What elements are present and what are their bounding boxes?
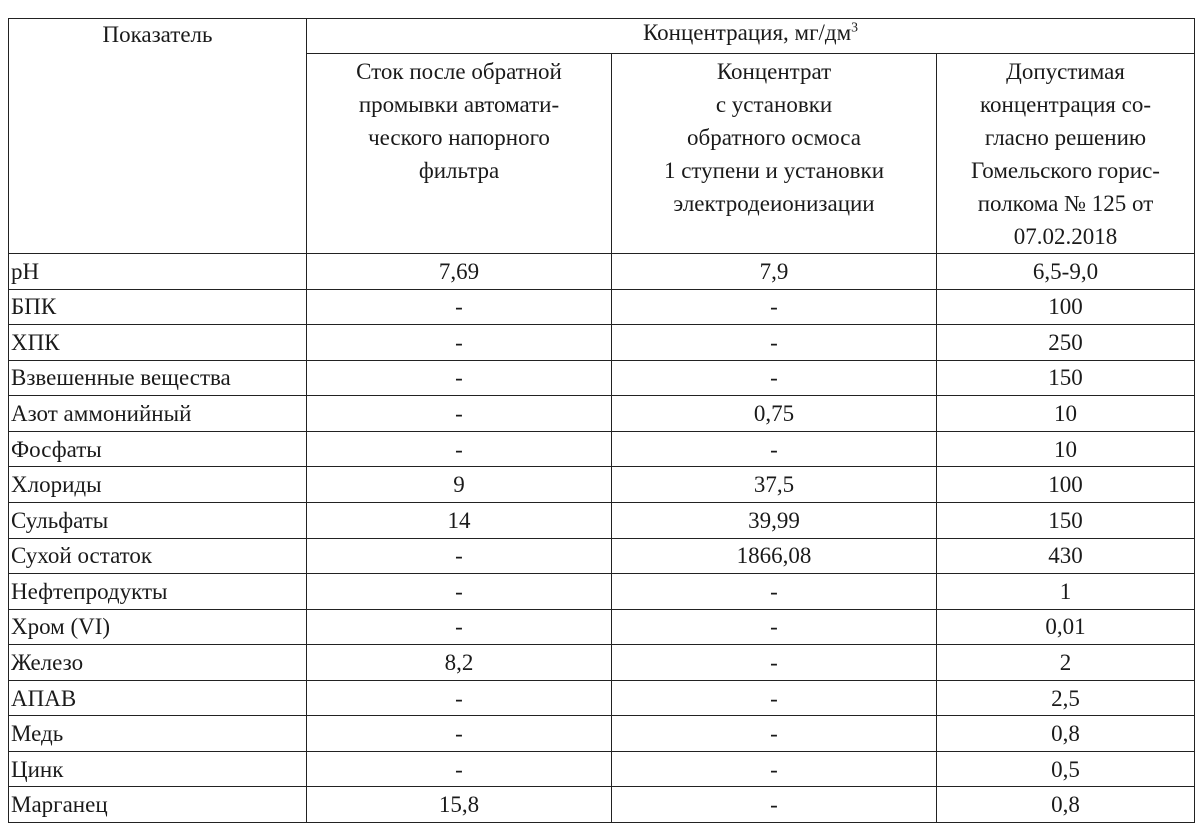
ro-concentrate-cell: 37,5 xyxy=(612,467,937,503)
indicator-name-cell: Сухой остаток xyxy=(9,538,307,574)
permissible-limit-cell: 150 xyxy=(937,360,1195,396)
ro-concentrate-cell: 39,99 xyxy=(612,502,937,538)
header-line: электродеионизации xyxy=(673,191,875,216)
permissible-limit-cell: 1 xyxy=(937,574,1195,610)
permissible-limit-cell: 100 xyxy=(937,467,1195,503)
permissible-limit-cell: 2,5 xyxy=(937,680,1195,716)
permissible-limit-cell: 10 xyxy=(937,396,1195,432)
backwash-effluent-cell: - xyxy=(307,325,612,361)
table-row xyxy=(9,396,1195,432)
header-line: Сток после обратной xyxy=(356,59,562,84)
backwash-effluent-cell: - xyxy=(307,289,612,325)
indicator-table xyxy=(8,18,1195,823)
backwash-effluent-cell: - xyxy=(307,609,612,645)
header-line: 1 ступени и установки xyxy=(663,158,885,183)
backwash-effluent-cell: 8,2 xyxy=(307,645,612,681)
header-line: Допустимая xyxy=(1006,59,1125,84)
permissible-limit-cell: 0,01 xyxy=(937,609,1195,645)
header-line: гласно решению xyxy=(984,125,1147,150)
indicator-name-cell: pH xyxy=(9,254,307,290)
indicator-name-cell: БПК xyxy=(9,289,307,325)
concentration-unit-exponent: 3 xyxy=(851,19,859,35)
backwash-effluent-cell: - xyxy=(307,360,612,396)
concentration-label: Концентрация, мг/дм xyxy=(642,20,852,45)
permissible-limit-cell: 430 xyxy=(937,538,1195,574)
ro-concentrate-cell: - xyxy=(612,787,937,823)
permissible-limit-cell: 0,8 xyxy=(937,716,1195,752)
table-row xyxy=(9,254,1195,290)
backwash-effluent-cell: - xyxy=(307,396,612,432)
ro-concentrate-cell: - xyxy=(612,431,937,467)
indicator-name-cell: Сульфаты xyxy=(9,502,307,538)
ro-concentrate-cell: 7,9 xyxy=(612,254,937,290)
indicator-name-cell: Хром (VI) xyxy=(9,609,307,645)
concentration-header xyxy=(307,19,1195,54)
header-line: Концентрат xyxy=(716,59,832,84)
table-row xyxy=(9,325,1195,361)
backwash-effluent-cell: - xyxy=(307,538,612,574)
ro-concentrate-cell: - xyxy=(612,716,937,752)
header-line: Гомельского горис- xyxy=(971,158,1160,183)
table-row xyxy=(9,574,1195,610)
header-line: концентрация со- xyxy=(980,92,1151,117)
ro-concentrate-cell: 1866,08 xyxy=(612,538,937,574)
ro-concentrate-cell: - xyxy=(612,325,937,361)
backwash-effluent-cell: 15,8 xyxy=(307,787,612,823)
ro-concentrate-cell: - xyxy=(612,645,937,681)
ro-concentrate-cell: - xyxy=(612,680,937,716)
table-row xyxy=(9,431,1195,467)
indicator-name-cell: Марганец xyxy=(9,787,307,823)
header-row-1 xyxy=(9,19,1195,54)
ro-concentrate-cell: 0,75 xyxy=(612,396,937,432)
table-row xyxy=(9,751,1195,787)
permissible-limit-cell: 10 xyxy=(937,431,1195,467)
ro-concentrate-cell: - xyxy=(612,289,937,325)
backwash-effluent-cell: - xyxy=(307,716,612,752)
ro-concentrate-cell: - xyxy=(612,360,937,396)
table-row xyxy=(9,538,1195,574)
indicator-name-cell: Хлориды xyxy=(9,467,307,503)
header-line: с установки xyxy=(715,92,833,117)
table-row xyxy=(9,289,1195,325)
indicator-name-cell: Медь xyxy=(9,716,307,752)
ro-concentrate-cell: - xyxy=(612,609,937,645)
ro-concentrate-cell: - xyxy=(612,574,937,610)
backwash-effluent-cell: - xyxy=(307,431,612,467)
backwash-effluent-cell: 9 xyxy=(307,467,612,503)
column-header-backwash-effluent xyxy=(307,54,612,254)
permissible-limit-cell: 0,5 xyxy=(937,751,1195,787)
header-line: ческого напорного xyxy=(368,125,550,150)
table-row xyxy=(9,360,1195,396)
table-body xyxy=(9,254,1195,823)
permissible-limit-cell: 100 xyxy=(937,289,1195,325)
indicator-name-cell: Азот аммонийный xyxy=(9,396,307,432)
column-header-ro-concentrate xyxy=(612,54,937,254)
permissible-limit-cell: 150 xyxy=(937,502,1195,538)
indicator-name-cell: Взвешенные вещества xyxy=(9,360,307,396)
table-row xyxy=(9,609,1195,645)
indicator-name-cell: Железо xyxy=(9,645,307,681)
indicator-name-cell: Нефтепродукты xyxy=(9,574,307,610)
indicator-name-cell: Цинк xyxy=(9,751,307,787)
table-row xyxy=(9,680,1195,716)
permissible-limit-cell: 250 xyxy=(937,325,1195,361)
indicator-name-cell: ХПК xyxy=(9,325,307,361)
indicator-name-cell: АПАВ xyxy=(9,680,307,716)
table-row xyxy=(9,716,1195,752)
header-line: обратного осмоса xyxy=(687,125,861,150)
ro-concentrate-cell: - xyxy=(612,751,937,787)
header-line: промывки автомати- xyxy=(358,92,560,117)
backwash-effluent-cell: 7,69 xyxy=(307,254,612,290)
header-line: фильтра xyxy=(418,158,500,183)
backwash-effluent-cell: - xyxy=(307,574,612,610)
permissible-limit-cell: 2 xyxy=(937,645,1195,681)
backwash-effluent-cell: - xyxy=(307,680,612,716)
header-line: полкома № 125 от xyxy=(977,191,1154,216)
column-header-permissible-limit xyxy=(937,54,1195,254)
permissible-limit-cell: 6,5-9,0 xyxy=(937,254,1195,290)
table-row xyxy=(9,787,1195,823)
param-column-header: Показатель xyxy=(9,19,307,254)
backwash-effluent-cell: 14 xyxy=(307,502,612,538)
header-line: 07.02.2018 xyxy=(1013,224,1118,249)
indicator-name-cell: Фосфаты xyxy=(9,431,307,467)
table-row xyxy=(9,467,1195,503)
table-row xyxy=(9,645,1195,681)
backwash-effluent-cell: - xyxy=(307,751,612,787)
permissible-limit-cell: 0,8 xyxy=(937,787,1195,823)
table-row xyxy=(9,502,1195,538)
